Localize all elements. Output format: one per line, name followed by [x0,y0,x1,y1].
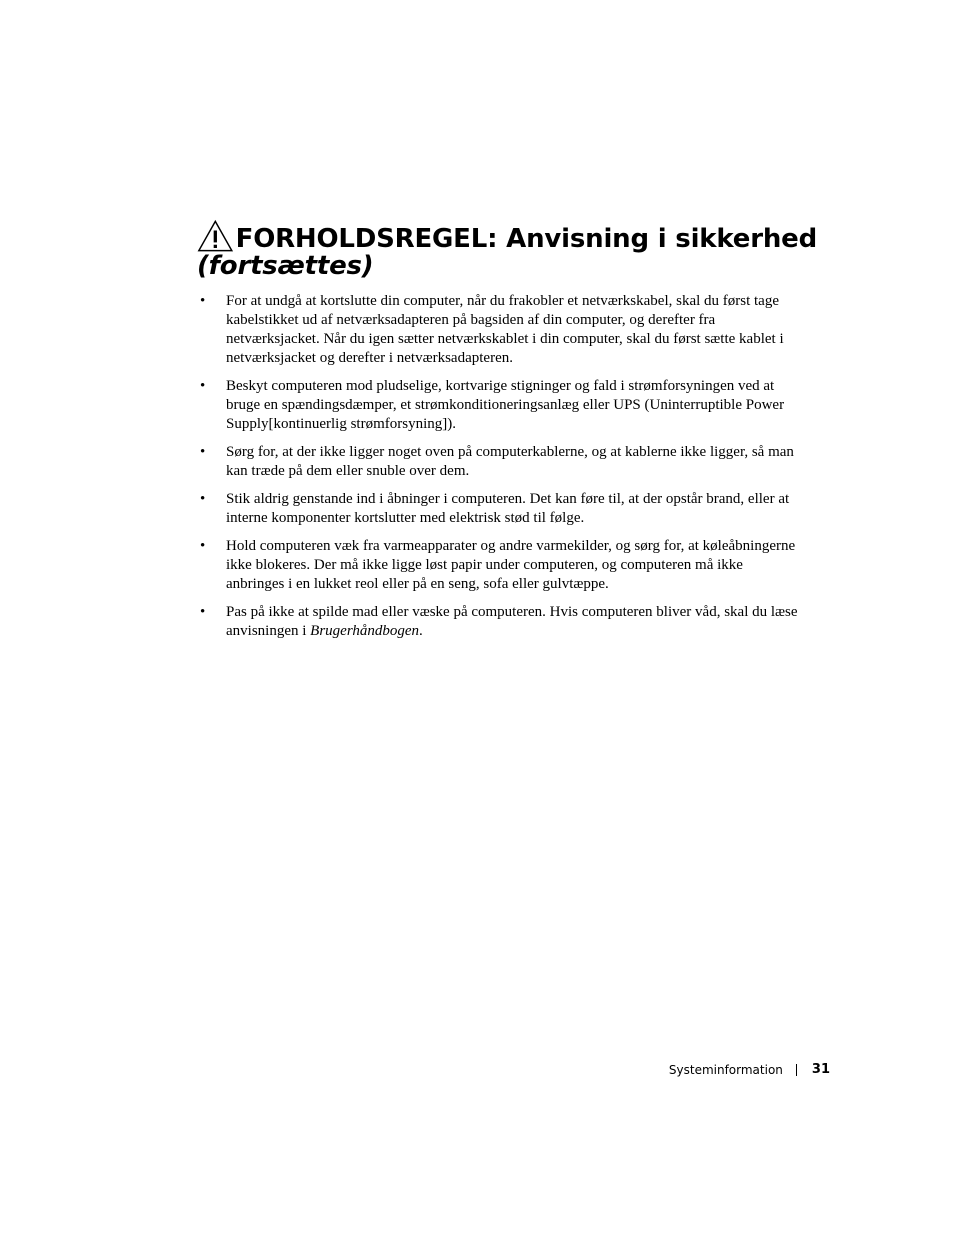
manual-reference: Brugerhåndbogen [310,623,420,639]
heading-title: Anvisning i sikkerhed [497,224,817,254]
list-item-text [226,604,798,639]
warning-triangle-icon [197,218,234,254]
heading-continued: (fortsættes) [197,251,374,281]
bullet-mark: • [200,604,206,620]
section-heading [197,214,817,281]
list-item-text-before: Pas på ikke at spilde mad eller væske på computeren. Hvis computeren bliver våd, skal du læse anvisningen i [226,604,798,639]
list-item [198,377,803,434]
heading-colon: : [487,224,498,254]
list-item [198,490,803,528]
safety-instructions-list [198,292,803,650]
footer-divider [796,1064,797,1076]
list-item-text: For at undgå at kortslutte din computer, når du frakobler et netværkskabel, skal du først tage kabelstikket ud af netværksadapteren på bagsiden af din computer, og derefter fra netværksjacket. Når du igen sætter netværkskablet i din computer, skal du først sætte kablet i netværksjacket og derefter i netværksadapteren. [226,293,784,366]
page-footer [669,1061,830,1079]
list-item [198,603,803,641]
list-item-text: Beskyt computeren mod pludselige, kortvarige stigninger og fald i strømforsyningen ved at bruge en spændingsdæmper, et strømkonditioneringsanlæg eller UPS (Uninterruptible Power Supply[kontinuerlig strømforsyning]). [226,378,785,432]
bullet-mark: • [200,538,206,554]
list-item-text: Stik aldrig genstande ind i åbninger i computeren. Det kan føre til, at der opstår brand, eller at interne komponenter kortslutter med elektrisk stød til følge. [226,491,790,526]
bullet-mark: • [200,378,206,394]
list-item [198,292,803,368]
list-item-text: Hold computeren væk fra varmeapparater og andre varmekilder, og sørg for, at køleåbningerne ikke blokeres. Der må ikke ligge løst papir under computeren, og computeren må ikke anbringes i en lukket reol eller på en seng, sofa eller gulvtæppe. [226,538,796,592]
bullet-mark: • [200,491,206,507]
page-number: 31 [811,1062,830,1077]
list-item [198,443,803,481]
heading-line-1 [197,214,817,254]
caution-label: FORHOLDSREGEL [235,224,488,254]
bullet-mark: • [200,293,206,309]
bullet-mark: • [200,444,206,460]
list-item [198,537,803,594]
list-item-text-after: . [419,623,423,639]
footer-section-name: Systeminformation [668,1063,783,1077]
list-item-text: Sørg for, at der ikke ligger noget oven på computerkablerne, og at kablerne ikke ligger, så man kan træde på dem eller snuble over dem. [226,444,794,479]
